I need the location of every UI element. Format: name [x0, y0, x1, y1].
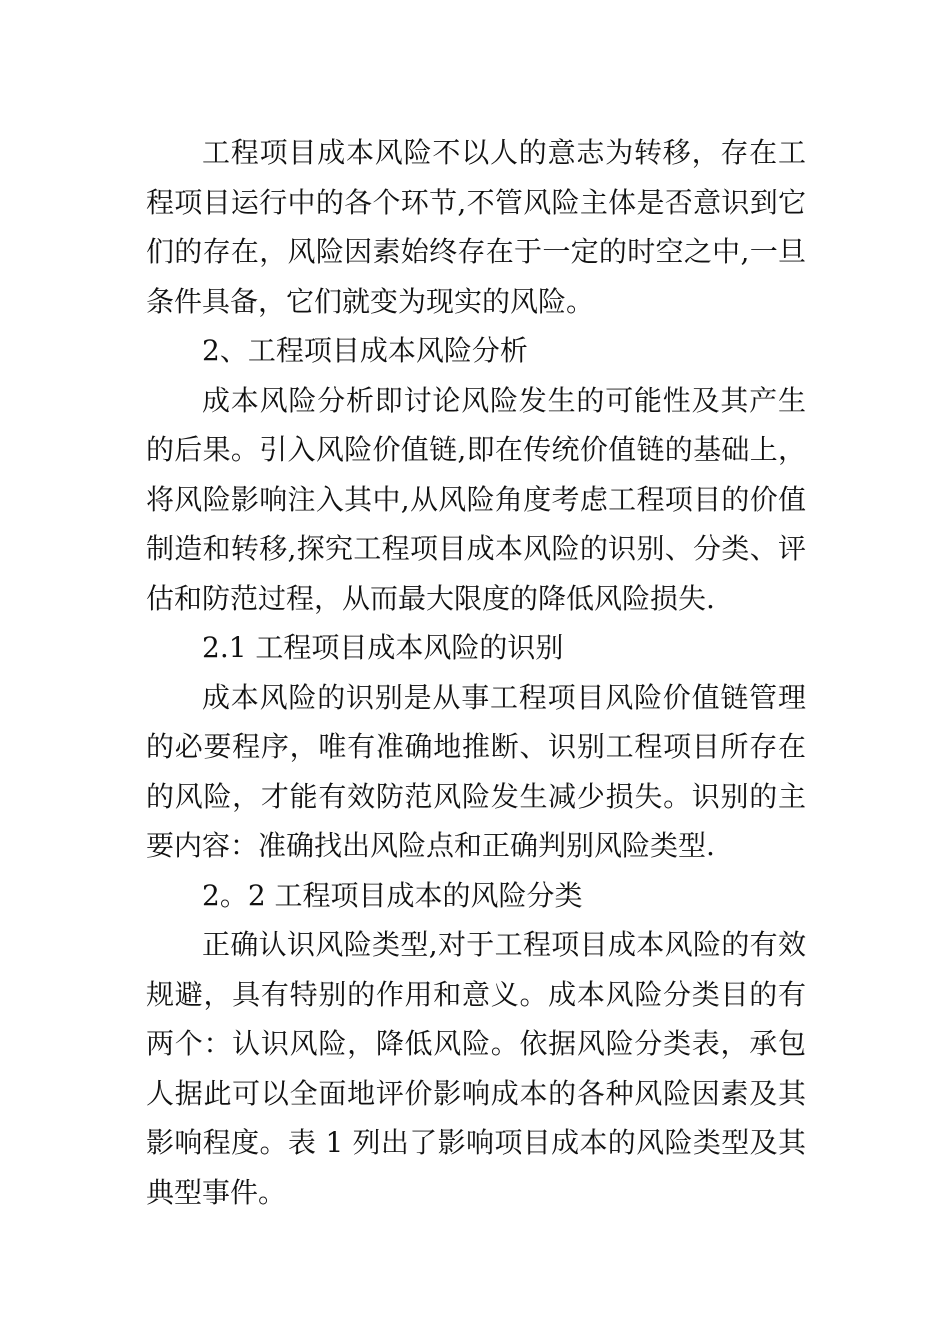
paragraph-risk-classification: 正确认识风险类型,对于工程项目成本风险的有效规避，具有特别的作用和意义。成本风险分类目的有两个：认识风险，降低风险。依据风险分类表，承包人据此可以全面地评价影响成本的各种风险因素及其影响程度。表 1 列出了影响项目成本的风险类型及其典型事件。 — [146, 928, 806, 1209]
paragraph-risk-analysis: 成本风险分析即讨论风险发生的可能性及其产生的后果。引入风险价值链,即在传统价值链的基础上，将风险影响注入其中,从风险角度考虑工程项目的价值制造和转移,探究工程项目成本风险的识别、分类、评估和防范过程，从而最大限度的降低风险损失. — [146, 383, 806, 615]
paragraph-risk-identification: 成本风险的识别是从事工程项目风险价值链管理的必要程序，唯有准确地推断、识别工程项目所存在的风险，才能有效防范风险发生减少损失。识别的主要内容：准确找出风险点和正确判别风险类型. — [146, 680, 806, 862]
section-heading-cost-risk-analysis: 2、工程项目成本风险分析 — [202, 334, 528, 367]
document-body — [146, 128, 806, 1217]
paragraph-risk-nature: 工程项目成本风险不以人的意志为转移，存在工程项目运行中的各个环节,不管风险主体是否意识到它们的存在，风险因素始终存在于一定的时空之中,一旦条件具备，它们就变为现实的风险。 — [146, 136, 806, 318]
section-heading-risk-identification: 2.1 工程项目成本风险的识别 — [202, 631, 564, 664]
section-heading-risk-classification: 2。2 工程项目成本的风险分类 — [202, 878, 583, 912]
